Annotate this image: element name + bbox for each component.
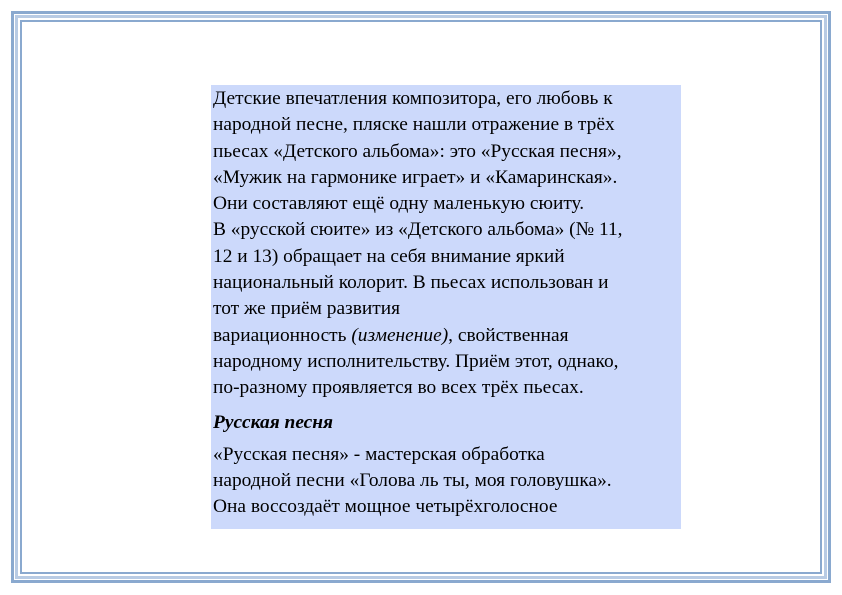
- section-heading: Русская песня: [213, 411, 334, 433]
- text-line: Она воссоздаёт мощное четырёхголосное: [213, 496, 558, 518]
- text-line: по-разному проявляется во всех трёх пьесах.: [213, 377, 584, 399]
- slide-text-box: [211, 85, 681, 529]
- variation-italic-note: (изменение): [351, 324, 449, 346]
- text-line: тот же приём развития: [213, 298, 401, 320]
- variation-prefix: вариационность: [213, 324, 352, 346]
- text-line: национальный колорит. В пьесах использован и: [213, 272, 609, 294]
- text-line: «Мужик на гармонике играет» и «Камаринская».: [213, 166, 618, 188]
- text-line: народной песне, пляске нашли отражение в трёх: [213, 114, 615, 136]
- paragraph-suite-intro: [213, 86, 681, 402]
- variation-suffix: , свойственная: [448, 324, 569, 346]
- text-line: Детские впечатления композитора, его любовь к: [213, 88, 613, 109]
- text-line: Они составляют ещё одну маленькую сюиту.: [213, 193, 585, 215]
- text-line-variation: [213, 323, 681, 349]
- text-line: 12 и 13) обращает на себя внимание яркий: [213, 245, 565, 267]
- text-line: В «русской сюите» из «Детского альбома» (№ 11,: [213, 219, 623, 241]
- text-line: народному исполнительству. Приём этот, однако,: [213, 350, 619, 372]
- text-line: пьесах «Детского альбома»: это «Русская песня»,: [213, 140, 622, 162]
- text-line: народной песни «Голова ль ты, моя головушка».: [213, 470, 612, 492]
- text-line: «Русская песня» - мастерская обработка: [213, 443, 545, 465]
- paragraph-russian-song: [213, 442, 681, 521]
